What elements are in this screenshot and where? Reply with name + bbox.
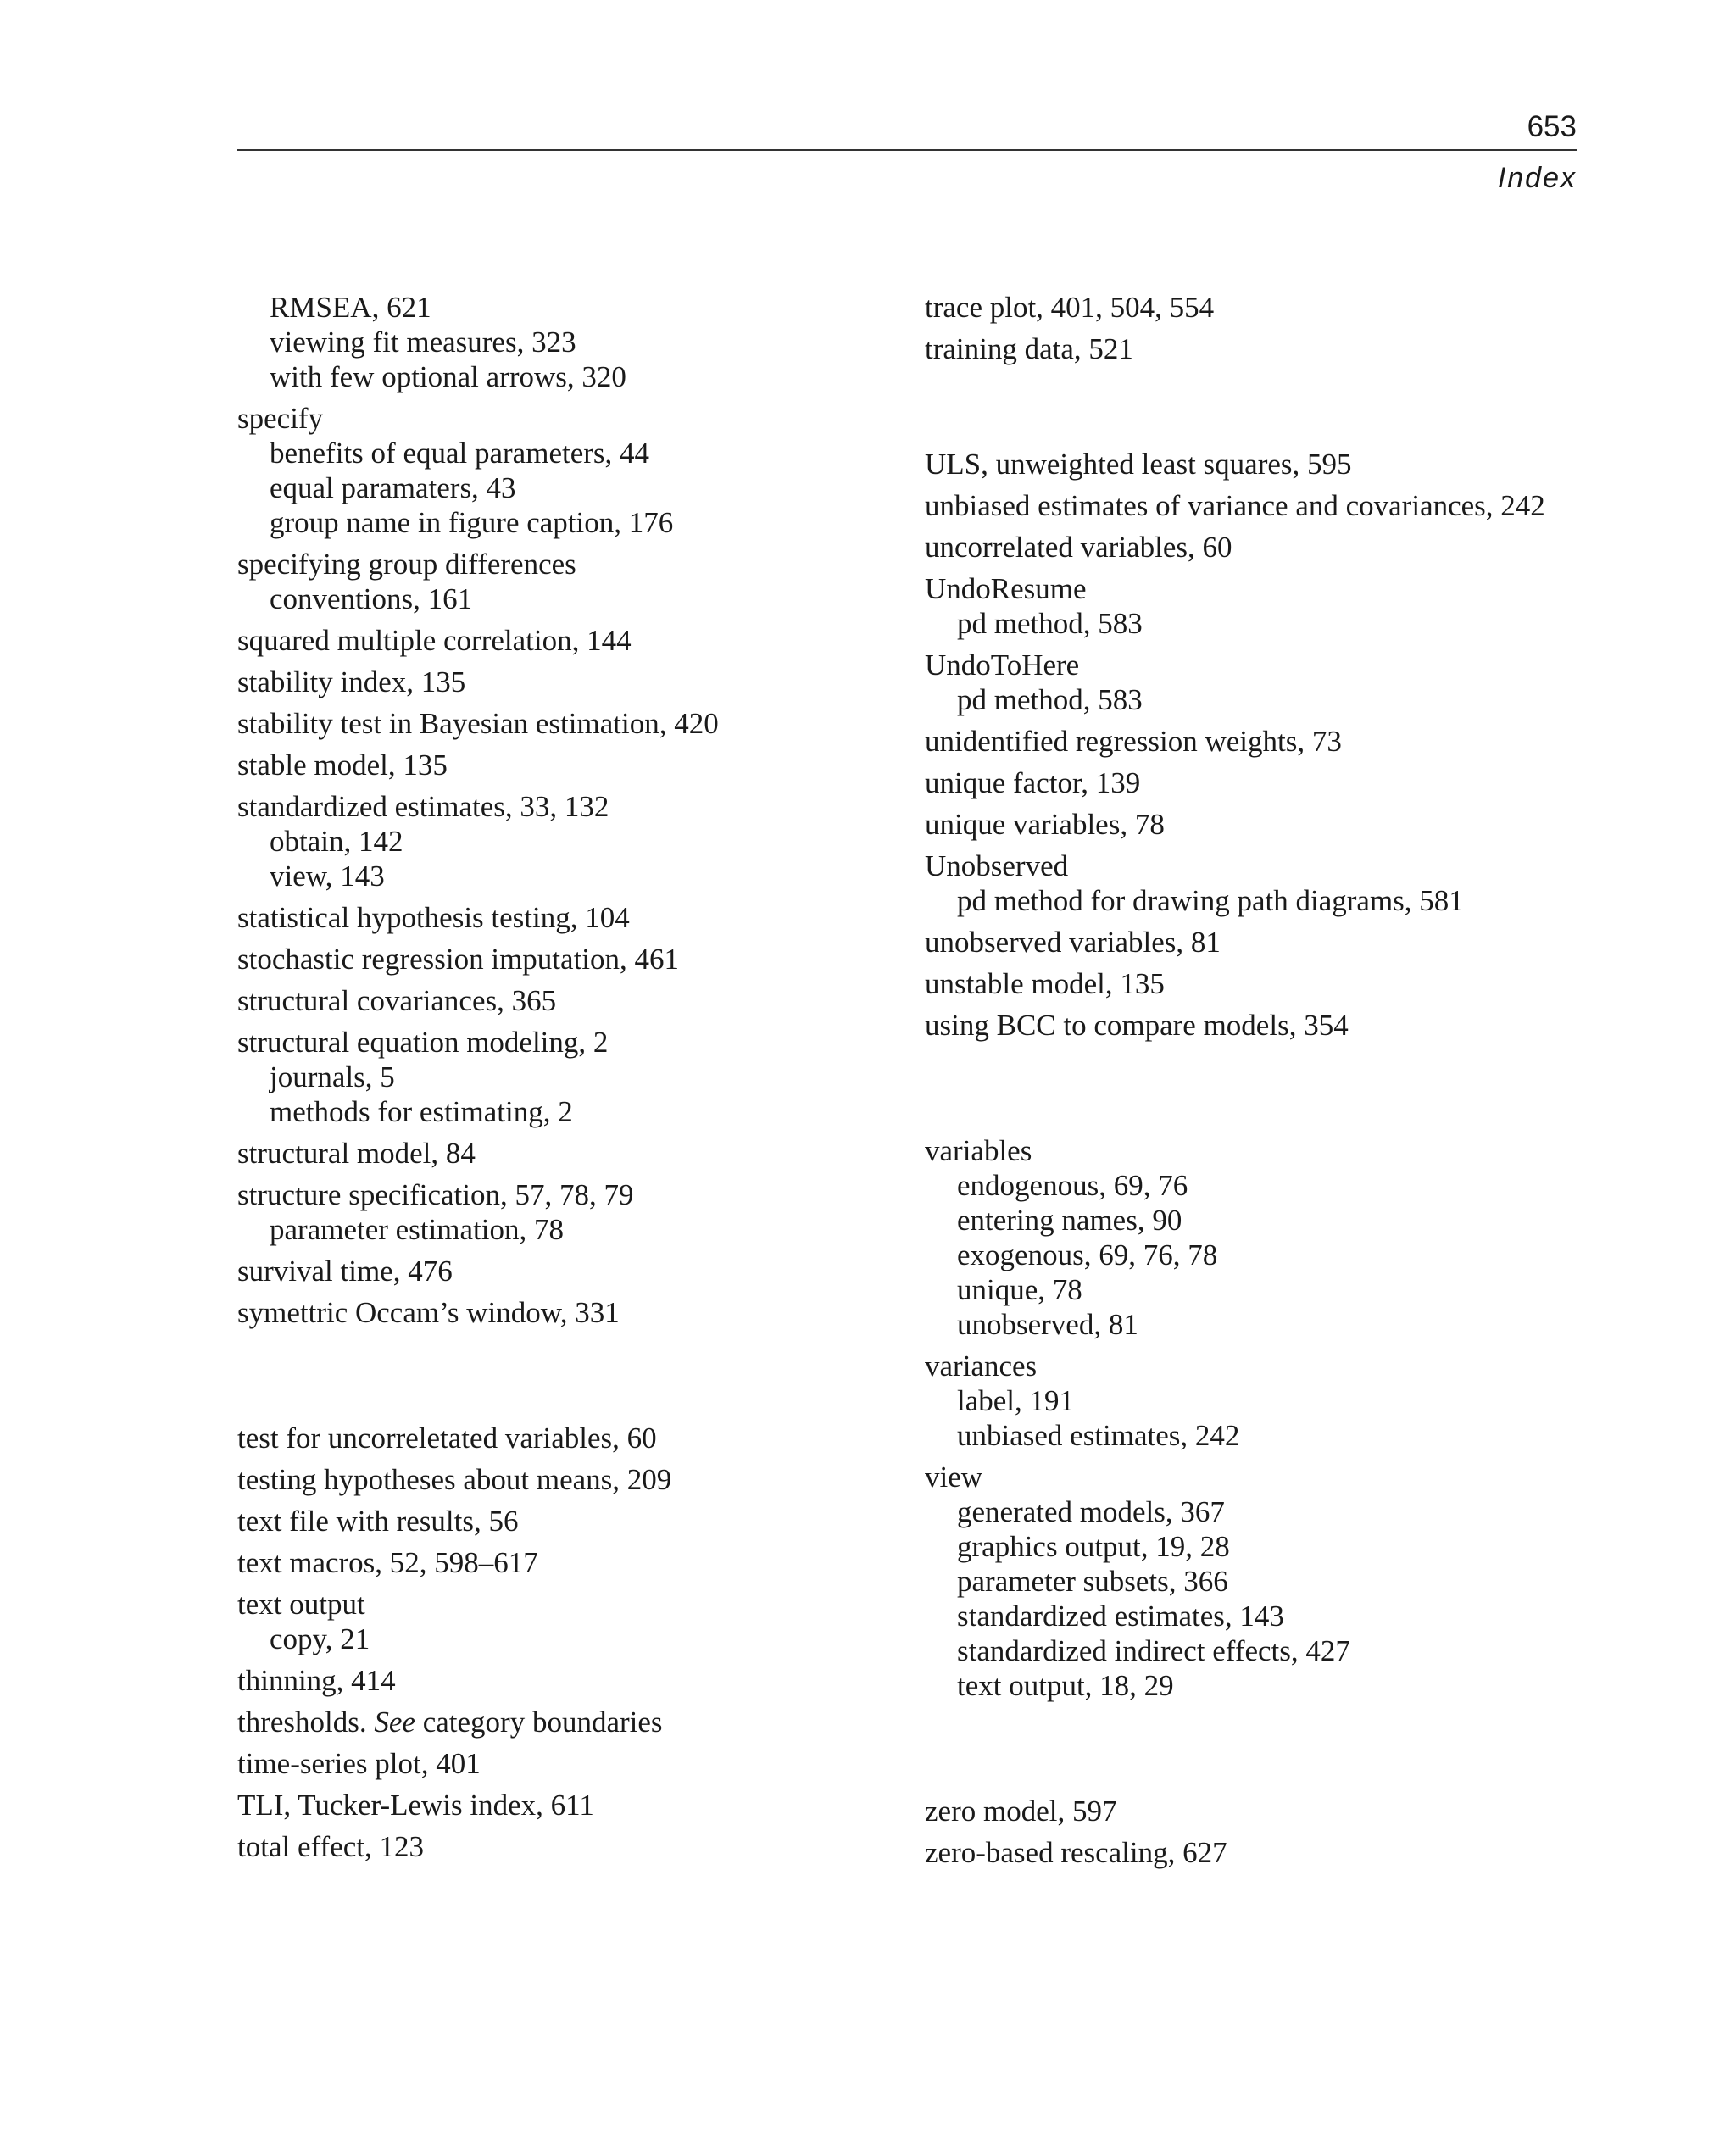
index-subentry: methods for estimating, 2 <box>270 1095 573 1128</box>
index-entry <box>237 789 899 893</box>
index-subentry: conventions, 161 <box>270 582 473 615</box>
index-entry <box>925 488 1603 523</box>
see-reference: See <box>374 1705 415 1739</box>
index-term: unstable model, 135 <box>925 967 1165 1000</box>
section-gap <box>925 1703 1603 1794</box>
index-entry <box>237 1746 899 1781</box>
index-entry <box>925 447 1603 481</box>
index-entry <box>237 1254 899 1288</box>
index-term: trace plot, 401, 504, 554 <box>925 291 1215 324</box>
index-term-text: thresholds. <box>237 1705 367 1739</box>
index-term: stability test in Bayesian estimation, 420 <box>237 707 719 740</box>
index-entry <box>237 1177 899 1247</box>
index-term: unbiased estimates of variance and covariances, 242 <box>925 489 1545 522</box>
index-term: text output <box>237 1588 365 1621</box>
index-entry <box>237 942 899 976</box>
index-term: using BCC to compare models, 354 <box>925 1009 1349 1042</box>
index-entry <box>925 925 1603 960</box>
index-subentry: parameter estimation, 78 <box>270 1213 564 1246</box>
index-entry <box>237 983 899 1018</box>
index-term: zero model, 597 <box>925 1794 1117 1828</box>
index-entry <box>237 1788 899 1822</box>
index-term: structural model, 84 <box>237 1137 476 1170</box>
index-term: symettric Occam’s window, 331 <box>237 1296 620 1329</box>
index-subentry: exogenous, 69, 76, 78 <box>957 1238 1218 1271</box>
index-subentry: viewing fit measures, 323 <box>270 325 576 359</box>
index-term-target: category boundaries <box>422 1705 663 1739</box>
index-term: stable model, 135 <box>237 748 448 782</box>
index-term: specifying group differences <box>237 548 576 581</box>
index-entry <box>925 1349 1603 1453</box>
index-term: text macros, 52, 598–617 <box>237 1546 538 1579</box>
index-term: specify <box>237 402 324 435</box>
index-entry <box>925 331 1603 366</box>
index-entry <box>237 401 899 540</box>
index-subentry: unbiased estimates, 242 <box>957 1419 1240 1452</box>
index-term: variables <box>925 1134 1032 1167</box>
index-entry <box>237 547 899 616</box>
index-term: total effect, 123 <box>237 1830 424 1863</box>
index-term: ULS, unweighted least squares, 595 <box>925 448 1352 481</box>
index-term: statistical hypothesis testing, 104 <box>237 901 630 934</box>
index-subentry: parameter subsets, 366 <box>957 1565 1228 1598</box>
index-subentry: pd method, 583 <box>957 607 1143 640</box>
index-entry <box>925 648 1603 717</box>
index-term: structural covariances, 365 <box>237 984 557 1017</box>
index-subentry: copy, 21 <box>270 1622 370 1655</box>
index-entry <box>925 530 1603 565</box>
index-entry-continued <box>237 290 899 394</box>
index-term: survival time, 476 <box>237 1255 453 1288</box>
index-subentry: unobserved, 81 <box>957 1308 1138 1341</box>
index-term: standardized estimates, 33, 132 <box>237 790 609 823</box>
index-term-cross-reference <box>237 1705 899 1739</box>
index-term: testing hypotheses about means, 209 <box>237 1463 672 1496</box>
index-entry <box>237 1545 899 1580</box>
index-term: training data, 521 <box>925 332 1133 365</box>
index-entry <box>925 290 1603 325</box>
index-subentry: group name in figure caption, 176 <box>270 506 674 539</box>
index-subentry: generated models, 367 <box>957 1495 1225 1528</box>
index-entry <box>237 1705 899 1739</box>
index-term: structure specification, 57, 78, 79 <box>237 1178 634 1211</box>
index-entry <box>237 1295 899 1330</box>
index-entry <box>237 665 899 699</box>
index-entry <box>925 571 1603 641</box>
index-subentry: benefits of equal parameters, 44 <box>270 437 650 470</box>
index-entry <box>925 1460 1603 1703</box>
index-subentry: with few optional arrows, 320 <box>270 360 626 393</box>
index-term: squared multiple correlation, 144 <box>237 624 632 657</box>
index-term: variances <box>925 1349 1038 1383</box>
running-head: Index <box>1497 162 1577 194</box>
index-subentry: endogenous, 69, 76 <box>957 1169 1188 1202</box>
index-entry <box>237 1663 899 1698</box>
index-entry <box>237 900 899 935</box>
index-subentry: graphics output, 19, 28 <box>957 1530 1230 1563</box>
section-gap <box>237 1330 899 1421</box>
index-subentry: unique, 78 <box>957 1273 1082 1306</box>
index-entry <box>237 706 899 741</box>
index-term: unique factor, 139 <box>925 766 1141 799</box>
index-entry <box>237 748 899 782</box>
index-entry <box>237 1025 899 1129</box>
index-entry <box>925 849 1603 918</box>
index-subentry: entering names, 90 <box>957 1204 1182 1237</box>
index-subentry: journals, 5 <box>270 1060 395 1093</box>
index-subentry: label, 191 <box>957 1384 1075 1417</box>
index-term: unique variables, 78 <box>925 808 1165 841</box>
index-subentry: standardized indirect effects, 427 <box>957 1634 1350 1667</box>
index-subentry: view, 143 <box>270 860 385 893</box>
index-term: stochastic regression imputation, 461 <box>237 943 680 976</box>
index-term: unobserved variables, 81 <box>925 926 1221 959</box>
index-term: stability index, 135 <box>237 665 466 698</box>
index-entry <box>237 1829 899 1864</box>
header-rule <box>237 149 1577 151</box>
index-term: time-series plot, 401 <box>237 1747 481 1780</box>
index-entry <box>237 1421 899 1455</box>
index-subentry: pd method for drawing path diagrams, 581 <box>957 884 1464 917</box>
index-entry <box>237 1504 899 1538</box>
index-subentry: pd method, 583 <box>957 683 1143 716</box>
index-term: UndoToHere <box>925 648 1080 682</box>
index-subentry: RMSEA, 621 <box>270 291 431 324</box>
index-term: uncorrelated variables, 60 <box>925 531 1232 564</box>
index-entry <box>237 623 899 658</box>
index-entry <box>925 1008 1603 1043</box>
index-column-left <box>237 290 899 1864</box>
index-entry <box>237 1587 899 1656</box>
section-gap <box>925 366 1603 447</box>
index-entry <box>925 1794 1603 1828</box>
index-entry <box>925 724 1603 759</box>
index-term: unidentified regression weights, 73 <box>925 725 1342 758</box>
index-term: view <box>925 1461 983 1494</box>
index-entry <box>237 1462 899 1497</box>
index-term: thinning, 414 <box>237 1664 396 1697</box>
index-column-right <box>925 290 1603 1870</box>
page-number: 653 <box>1527 110 1577 143</box>
index-term: UndoResume <box>925 572 1087 605</box>
section-gap <box>925 1043 1603 1133</box>
index-subentry: equal paramaters, 43 <box>270 471 516 504</box>
index-entry <box>925 807 1603 842</box>
index-entry <box>925 966 1603 1001</box>
index-subentry: obtain, 142 <box>270 825 403 858</box>
index-entry <box>925 765 1603 800</box>
index-term: structural equation modeling, 2 <box>237 1026 609 1059</box>
index-subentry: standardized estimates, 143 <box>957 1600 1284 1633</box>
index-term: zero-based rescaling, 627 <box>925 1836 1227 1869</box>
index-subentry: text output, 18, 29 <box>957 1669 1174 1702</box>
index-term: Unobserved <box>925 849 1069 882</box>
index-term: test for uncorreletated variables, 60 <box>237 1422 657 1455</box>
index-term: TLI, Tucker-Lewis index, 611 <box>237 1789 594 1822</box>
index-entry <box>925 1133 1603 1342</box>
index-term: text file with results, 56 <box>237 1505 519 1538</box>
index-entry <box>925 1835 1603 1870</box>
index-entry <box>237 1136 899 1171</box>
